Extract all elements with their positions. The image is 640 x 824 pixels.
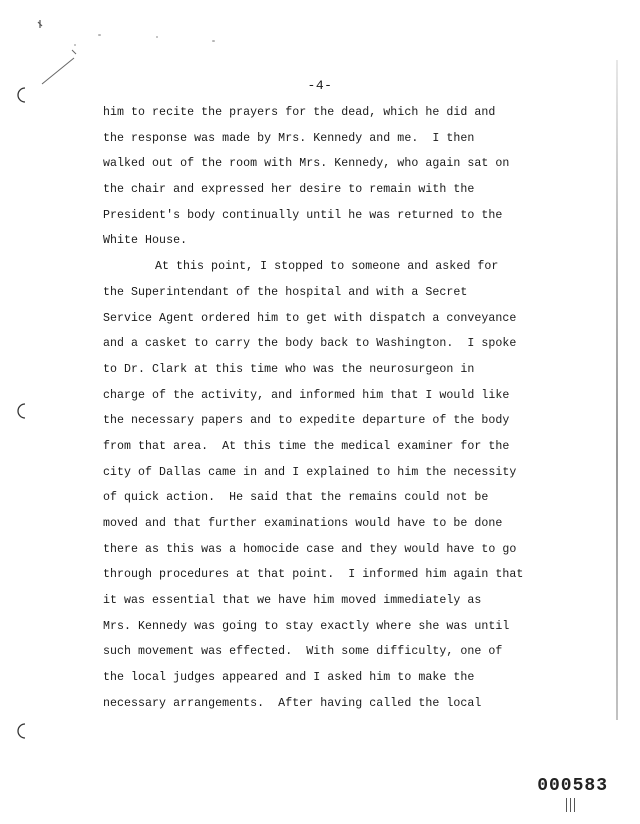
corner-pen-mark [30,14,100,94]
text-line: and a casket to carry the body back to Washington. I spoke [103,337,517,351]
text-line: through procedures at that point. I informed him again that [103,568,524,582]
text-line: the response was made by Mrs. Kennedy and me. I then [103,131,475,145]
binder-hole-top [14,86,30,104]
text-line: moved and that further examinations would have to be done [103,517,503,530]
text-line: Service Agent ordered him to get with dispatch a conveyance [103,311,517,325]
text-line: Mrs. Kennedy was going to stay exactly where she was until [103,619,510,633]
text-line: the Superintendant of the hospital and with a Secret [103,285,468,299]
text-line: the local judges appeared and I asked him to make the [103,671,475,685]
text-line: of quick action. He said that the remains could not be [103,491,489,505]
binder-hole-bottom [14,722,30,740]
text-line: the chair and expressed her desire to remain with the [103,183,475,197]
text-line: White House. [103,234,188,248]
text-line: there as this was a homocide case and they would have to go [103,542,517,556]
text-line: At this point, I stopped to someone and asked for [155,260,499,274]
scan-speck [156,36,158,38]
text-line: the necessary papers and to expedite departure of the body [103,414,510,428]
text-line: city of Dallas came in and I explained to him the necessity [103,465,517,479]
text-line: from that area. At this time the medical examiner for the [103,439,510,453]
scan-speck [74,44,76,46]
text-line: necessary arrangements. After having called the local [103,696,482,710]
text-line: walked out of the room with Mrs. Kennedy, who again sat on [103,157,510,171]
tick-mark [574,798,575,812]
page-number: -4- [307,78,333,93]
scan-speck [212,40,215,42]
document-id-stamp: 000583 [537,776,608,796]
typed-body-text [103,100,563,717]
tick-mark [566,798,567,812]
text-line: such movement was effected. With some difficulty, one of [103,645,503,659]
text-line: him to recite the prayers for the dead, which he did and [103,106,496,119]
text-line: charge of the activity, and informed him that I would like [103,388,510,402]
text-line: President's body continually until he was returned to the [103,208,503,222]
scan-speck [98,34,101,36]
scan-right-edge [616,60,618,720]
tick-mark [570,798,571,812]
tick-marks [564,798,580,812]
text-line: to Dr. Clark at this time who was the neurosurgeon in [103,362,475,376]
text-line: it was essential that we have him moved immediately as [103,594,482,608]
binder-hole-middle [14,402,30,420]
